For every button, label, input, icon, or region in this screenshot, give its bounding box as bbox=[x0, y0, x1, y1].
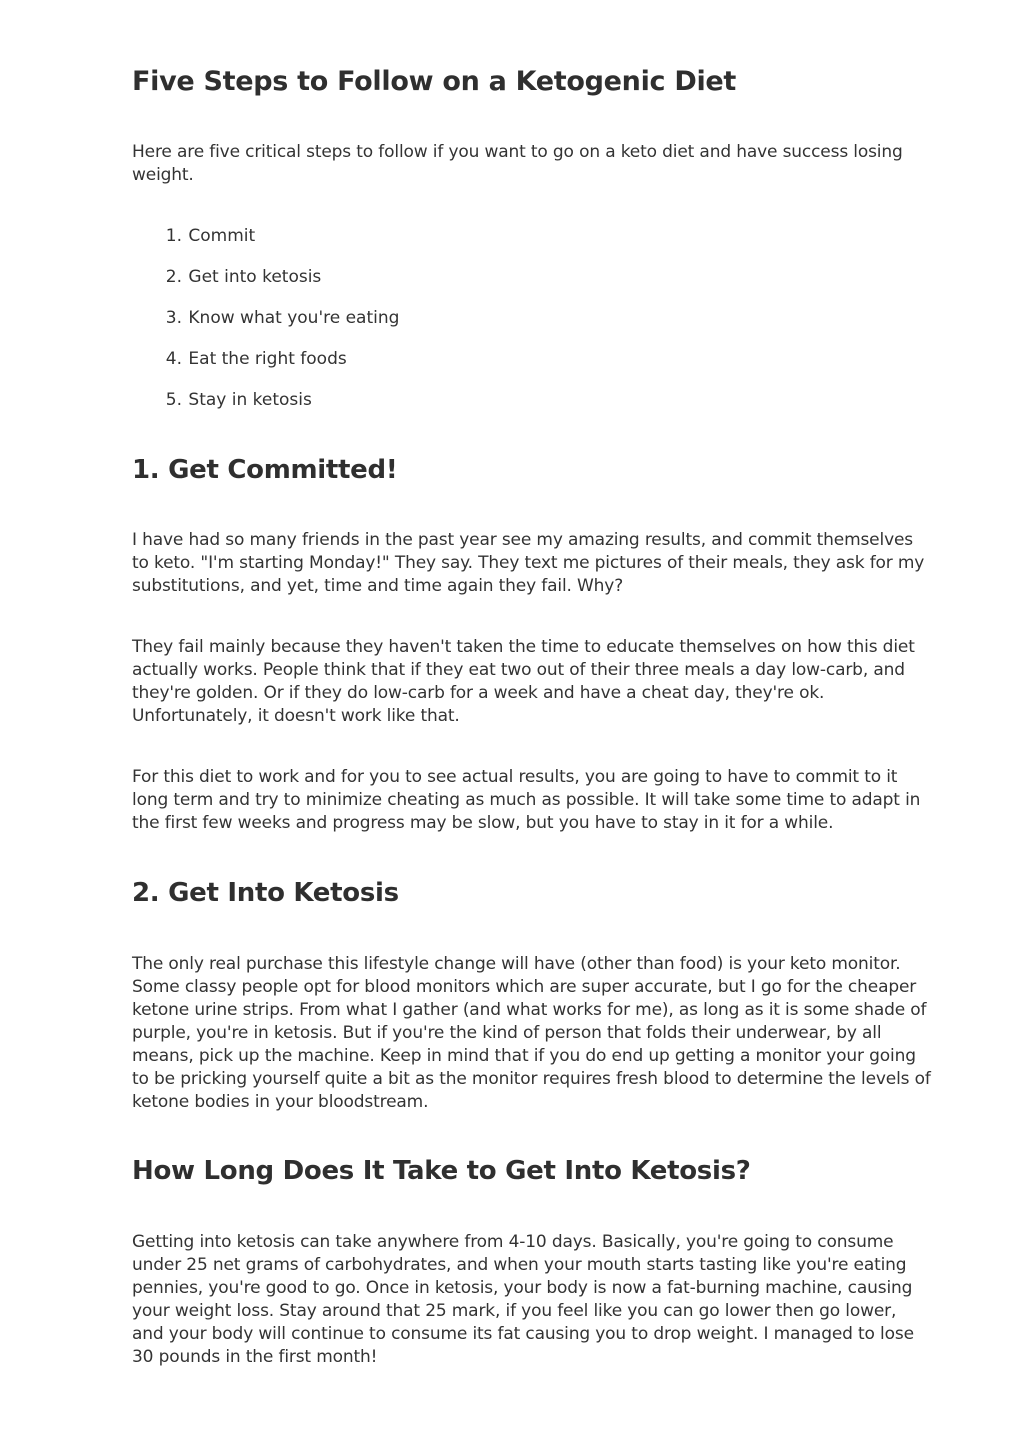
list-item bbox=[132, 266, 399, 307]
list-item bbox=[132, 225, 399, 266]
list-item-number: 3. bbox=[165, 308, 182, 328]
list-item-label: Get into ketosis bbox=[188, 267, 322, 287]
body-paragraph: The only real purchase this lifestyle change will have (other than food) is your keto monitor. Some classy people opt for blood monitors which are super accurate, but I go for the cheaper ketone urine strips. From what I gather (and what works for me), as long as it is some shade of purple, you're in ketosis. But if you're the kind of person that folds their underwear, by all means, pick up the machine. Keep in mind that if you do end up getting a monitor your going to be pricking yourself quite a bit as the monitor requires fresh blood to determine the levels of ketone bodies in your bloodstream. bbox=[132, 954, 931, 1112]
body-paragraph: For this diet to work and for you to see actual results, you are going to have to commit to it long term and try to minimize cheating as much as possible. It will take some time to adapt in the first few weeks and progress may be slow, but you have to stay in it for a while. bbox=[132, 767, 921, 833]
body-paragraph: Getting into ketosis can take anywhere from 4-10 days. Basically, you're going to consume under 25 net grams of carbohydrates, and when your mouth starts tasting like you're eating pennies, you're good to go. Once in ketosis, your body is now a fat-burning machine, causing your weight loss. Stay around that 25 mark, if you feel like you can go lower then go lower, and your body will continue to consume its fat causing you to drop weight. I managed to lose 30 pounds in the first month! bbox=[132, 1232, 914, 1367]
list-item bbox=[132, 307, 399, 348]
section-heading-get-into-ketosis: 2. Get Into Ketosis bbox=[132, 878, 399, 908]
section-heading-how-long: How Long Does It Take to Get Into Ketosis? bbox=[132, 1156, 751, 1186]
list-item-label: Know what you're eating bbox=[188, 308, 400, 328]
list-item-number: 4. bbox=[165, 349, 182, 369]
list-item-number: 1. bbox=[165, 226, 182, 246]
section-heading-get-committed: 1. Get Committed! bbox=[132, 455, 398, 485]
body-paragraph: They fail mainly because they haven't taken the time to educate themselves on how this diet actually works. People think that if they eat two out of their three meals a day low-carb, and they're golden. Or if they do low-carb for a week and have a cheat day, they're ok. Unfortunately, it doesn't work like that. bbox=[132, 637, 915, 726]
steps-list bbox=[132, 225, 399, 430]
list-item bbox=[132, 389, 399, 430]
list-item-number: 5. bbox=[165, 390, 182, 410]
list-item-label: Eat the right foods bbox=[188, 349, 347, 369]
intro-paragraph: Here are five critical steps to follow if you want to go on a keto diet and have success losing weight. bbox=[132, 142, 903, 185]
list-item-label: Commit bbox=[188, 226, 256, 246]
page-title: Five Steps to Follow on a Ketogenic Diet bbox=[132, 66, 737, 97]
body-paragraph: I have had so many friends in the past year see my amazing results, and commit themselves to keto. "I'm starting Monday!" They say. They text me pictures of their meals, they ask for my substitutions, and yet, time and time again they fail. Why? bbox=[132, 530, 925, 596]
list-item-label: Stay in ketosis bbox=[188, 390, 312, 410]
list-item-number: 2. bbox=[165, 267, 182, 287]
list-item bbox=[132, 348, 399, 389]
